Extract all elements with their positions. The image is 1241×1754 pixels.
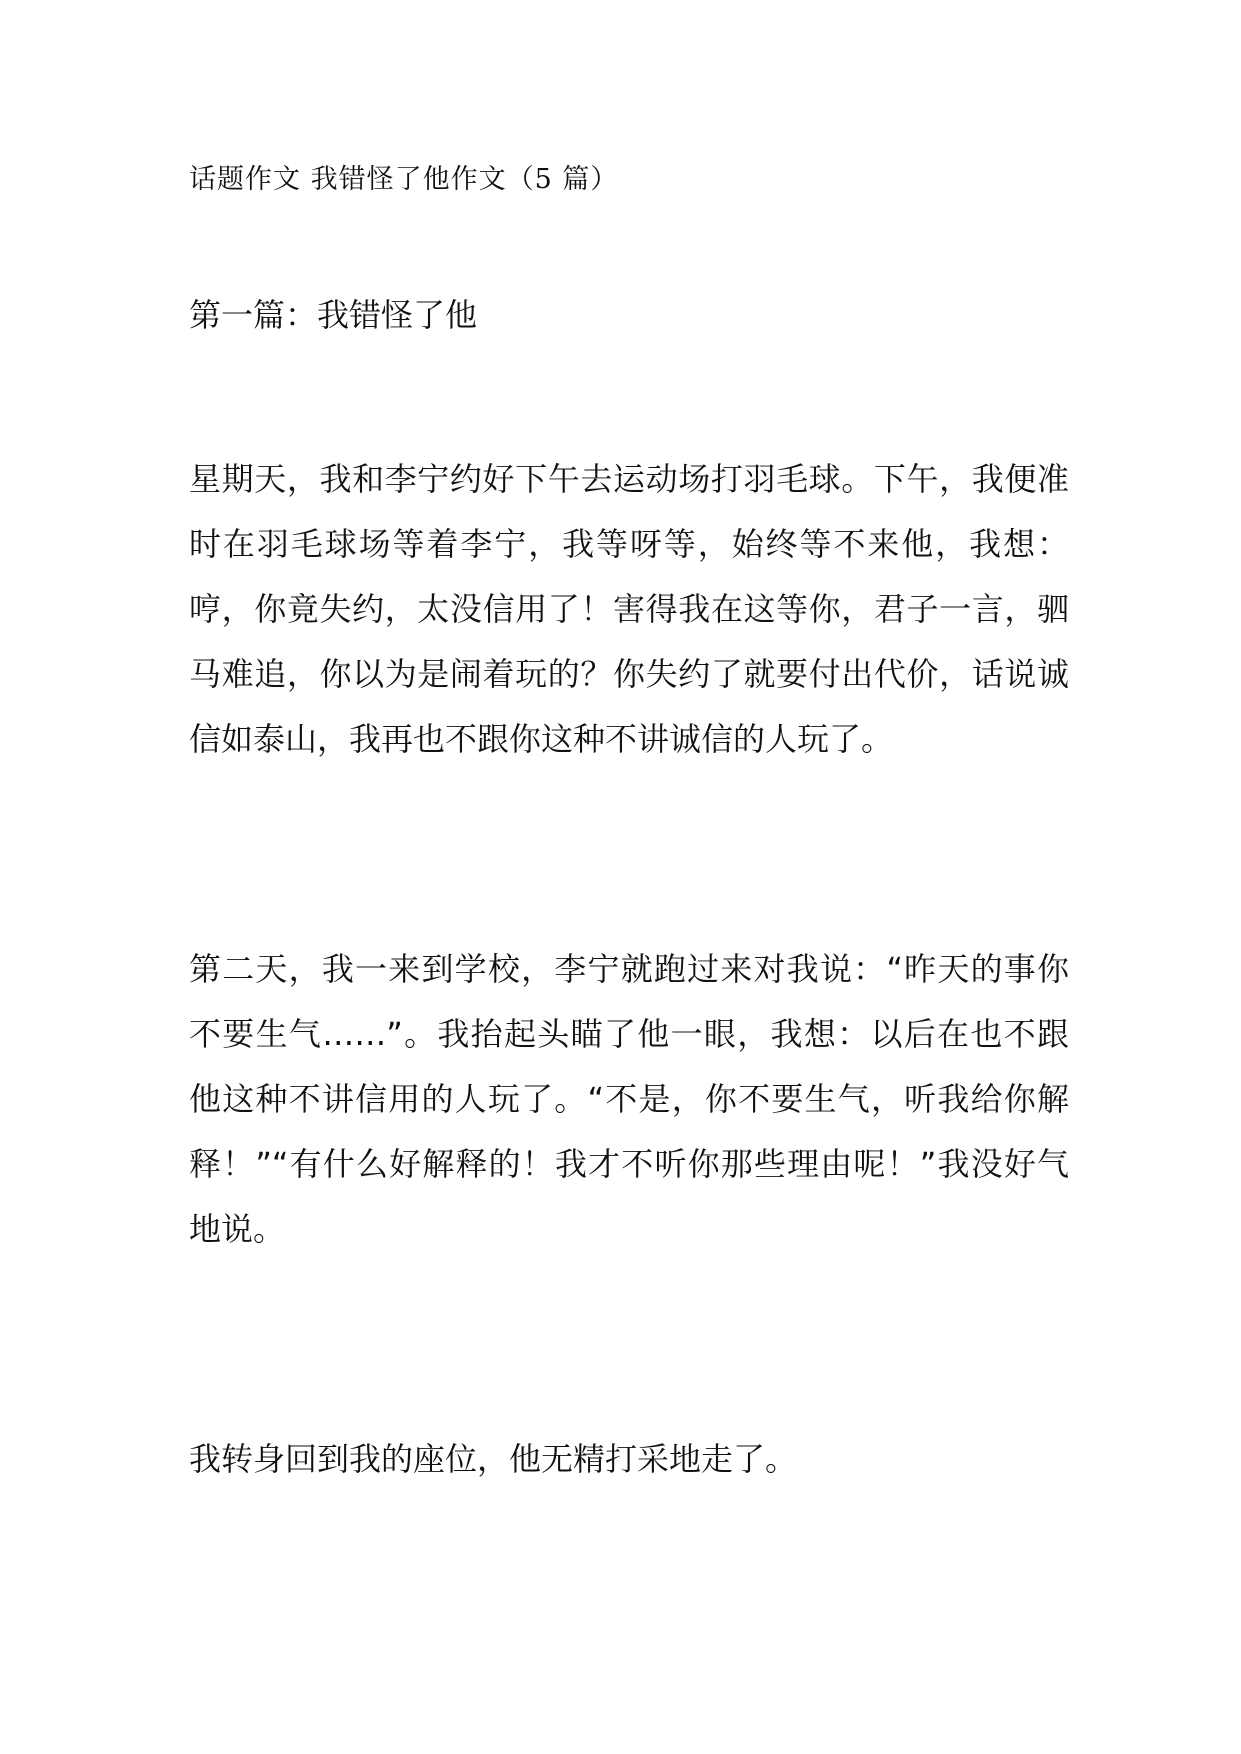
paragraph-3: 我转身回到我的座位，他无精打采地走了。 <box>189 1440 798 1478</box>
document-title: 话题作文 我错怪了他作文（5 篇） <box>189 164 619 195</box>
paragraph-1: 星期天，我和李宁约好下午去运动场打羽毛球。下午，我便准时在羽毛球场等着李宁，我等呀等，始终等不来他，我想：哼，你竟失约，太没信用了！害得我在这等你，君子一言，驷马难追，你以为是闹着玩的？你失约了就要付出代价，话说诚信如泰山，我再也不跟你这种不讲诚信的人玩了。 <box>189 460 1069 758</box>
section-heading: 第一篇：我错怪了他 <box>189 296 478 334</box>
paragraph-2: 第二天，我一来到学校，李宁就跑过来对我说：“昨天的事你不要生气……”。我抬起头瞄了他一眼，我想：以后在也不跟他这种不讲信用的人玩了。“不是，你不要生气，听我给你解释！”“有什么好解释的！我才不听你那些理由呢！”我没好气地说。 <box>189 950 1069 1248</box>
